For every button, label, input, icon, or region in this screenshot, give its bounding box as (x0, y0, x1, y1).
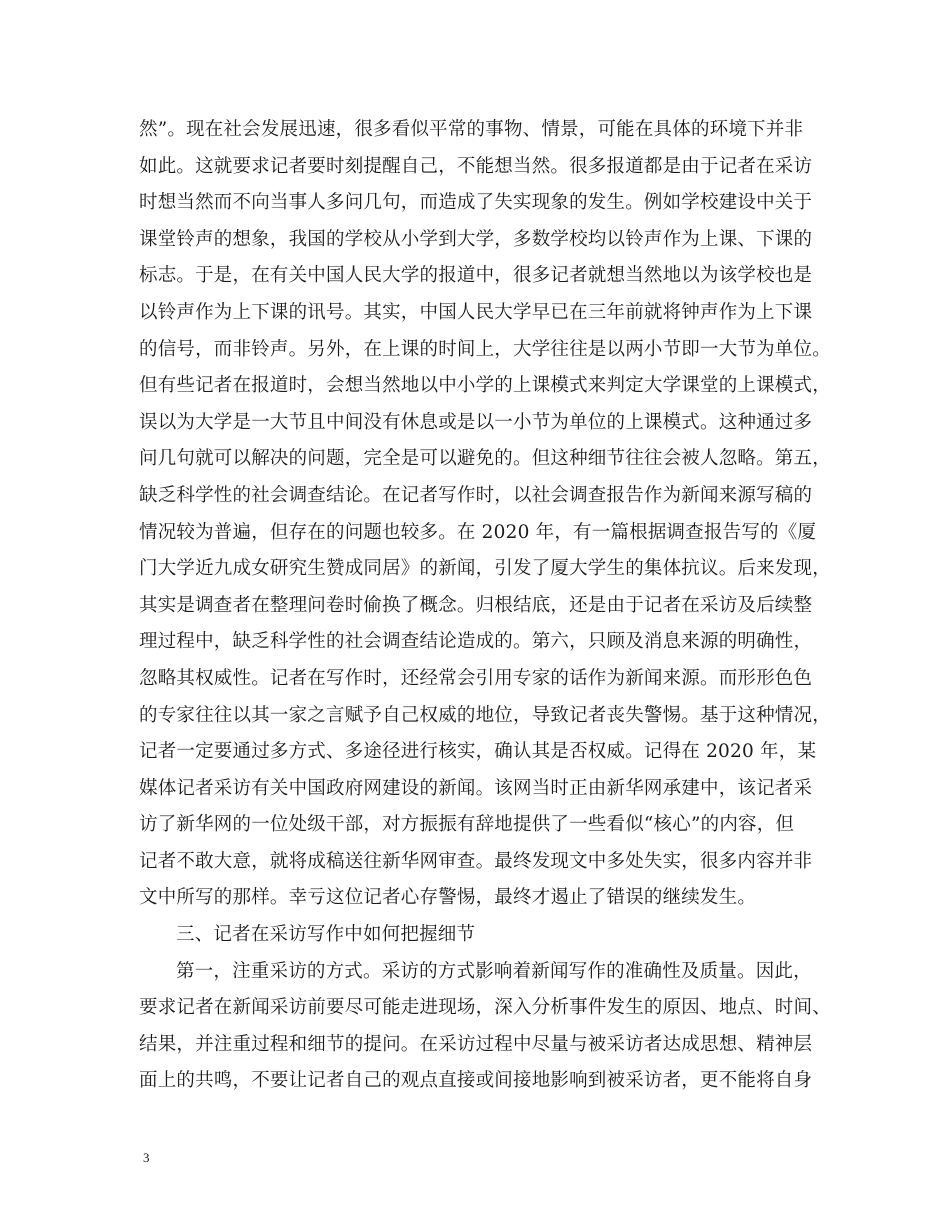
body-line: 误以为大学是一大节且中间没有休息或是以一小节为单位的上课模式。这种通过多 (139, 411, 813, 433)
body-line: 文中所写的那样。幸亏这位记者心存警惕，最终才遏止了错误的继续发生。 (139, 887, 757, 909)
body-line: 缺乏科学性的社会调查结论。在记者写作时，以社会调查报告作为新闻来源写稿的 (139, 484, 813, 506)
body-line: 但有些记者在报道时，会想当然地以中小学的上课模式来判定大学课堂的上课模式， (139, 375, 831, 397)
body-line: 媒体记者采访有关中国政府网建设的新闻。该网当时正由新华网承建中，该记者采 (139, 777, 813, 799)
body-line: 面上的共鸣，不要让记者自己的观点直接或间接地影响到被采访者，更不能将自身 (139, 1070, 813, 1092)
section-heading: 三、记者在采访写作中如何把握细节 (176, 924, 476, 946)
body-line: 结果，并注重过程和细节的提问。在采访过程中尽量与被采访者达成思想、精神层 (139, 1033, 813, 1055)
body-line: 门大学近九成女研究生赞成同居》的新闻，引发了厦大学生的集体抗议。后来发现， (139, 558, 831, 580)
body-line: 标志。于是，在有关中国人民大学的报道中，很多记者就想当然地以为该学校也是 (139, 265, 813, 287)
body-line: 忽略其权威性。记者在写作时，还经常会引用专家的话作为新闻来源。而形形色色 (139, 667, 813, 689)
body-line: 其实是调查者在整理问卷时偷换了概念。归根结底，还是由于记者在采访及后续整 (139, 594, 813, 616)
body-line: 第一，注重采访的方式。采访的方式影响着新闻写作的准确性及质量。因此， (176, 960, 812, 982)
body-line: 课堂铃声的想象，我国的学校从小学到大学，多数学校均以铃声作为上课、下课的 (139, 228, 813, 250)
body-line: 理过程中，缺乏科学性的社会调查结论造成的。第六，只顾及消息来源的明确性， (139, 631, 813, 653)
body-line: 情况较为普遍，但存在的问题也较多。在 2020 年，有一篇根据调查报告写的《厦 (139, 521, 817, 543)
body-line: 访了新华网的一位处级干部，对方振振有辞地提供了一些看似“核心”的内容，但 (139, 814, 795, 836)
body-line: 的信号，而非铃声。另外，在上课的时间上，大学往往是以两小节即一大节为单位。 (139, 338, 831, 360)
body-line: 的专家往往以其一家之言赋予自己权威的地位，导致记者丧失警惕。基于这种情况， (139, 704, 831, 726)
body-line: 如此。这就要求记者要时刻提醒自己，不能想当然。很多报道都是由于记者在采访 (139, 155, 813, 177)
body-text (139, 112, 831, 1100)
body-line: 记者不敢大意，就将成稿送往新华网审查。最终发现文中多处失实，很多内容并非 (139, 850, 813, 872)
body-line: 要求记者在新闻采访前要尽可能走进现场，深入分析事件发生的原因、地点、时间、 (139, 997, 831, 1019)
body-line: 以铃声作为上下课的讯号。其实，中国人民大学早已在三年前就将钟声作为上下课 (139, 301, 813, 323)
body-line: 时想当然而不向当事人多问几句，而造成了失实现象的发生。例如学校建设中关于 (139, 192, 813, 214)
body-line: 记者一定要通过多方式、多途径进行核实，确认其是否权威。记得在 2020 年，某 (139, 741, 817, 763)
body-line: 然”。现在社会发展迅速，很多看似平常的事物、情景，可能在具体的环境下并非 (139, 119, 804, 140)
page-number: 3 (143, 1150, 150, 1165)
body-line: 问几句就可以解决的问题，完全是可以避免的。但这种细节往往会被人忽略。第五， (139, 448, 831, 470)
